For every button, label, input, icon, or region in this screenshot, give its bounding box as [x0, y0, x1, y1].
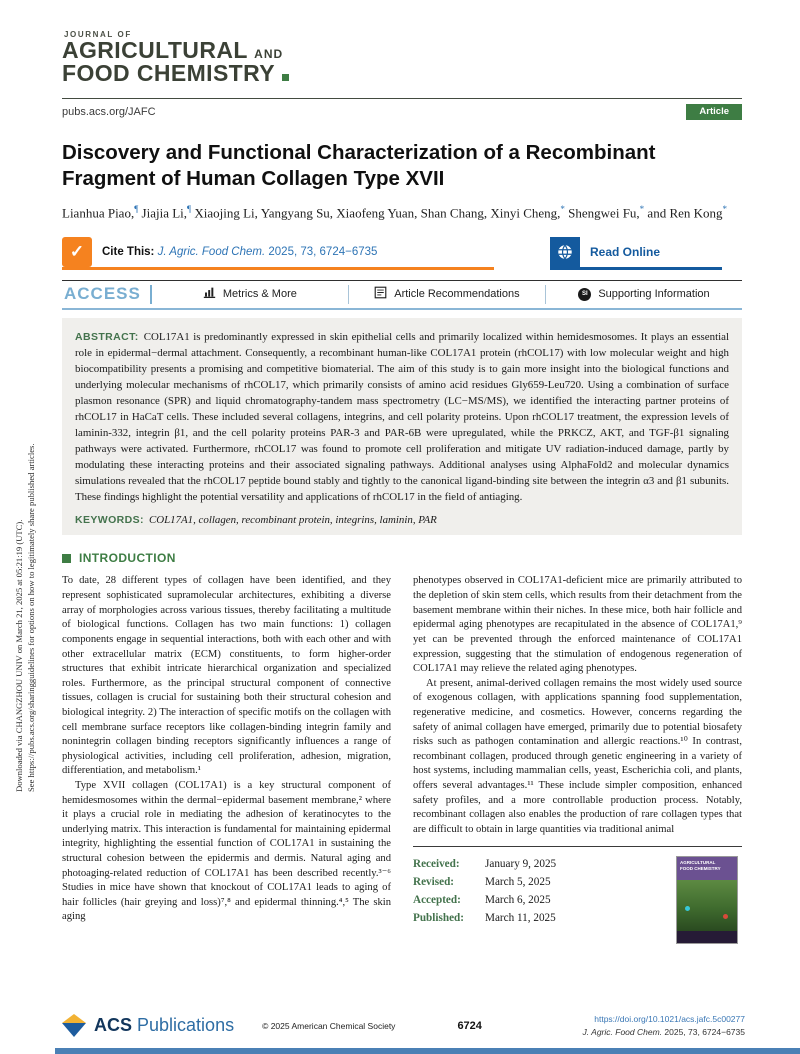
- received-label: Received:: [413, 858, 460, 871]
- published-row: [413, 910, 556, 928]
- acs-diamond-icon: [62, 1014, 86, 1037]
- author-list: [62, 203, 742, 223]
- keywords-list: COL17A1, collagen, recombinant protein, integrins, laminin, PAR: [148, 514, 437, 527]
- article-title: [62, 140, 742, 192]
- revised-row: [413, 874, 556, 892]
- cite-this-label: Cite This:: [102, 245, 155, 258]
- masthead-title-top: AGRICULTURAL: [62, 37, 248, 63]
- abstract-label: ABSTRACT:: [75, 330, 139, 343]
- author-name: Shan Chang,: [417, 204, 488, 220]
- accepted-row: [413, 892, 556, 910]
- introduction-title: INTRODUCTION: [79, 551, 176, 566]
- masthead-and: AND: [254, 47, 284, 61]
- keywords-line: [75, 514, 729, 526]
- author-affiliation-mark[interactable]: *: [639, 203, 645, 214]
- article-type-badge: Article: [686, 104, 742, 120]
- footer-citation-block: [583, 1013, 746, 1038]
- journal-cover-thumbnail: [676, 856, 738, 944]
- recommendations-label: Article Recommendations: [394, 288, 520, 301]
- introduction-body: [62, 574, 742, 944]
- author-name: Shengwei Fu,: [564, 204, 640, 220]
- cite-this-button[interactable]: [62, 237, 494, 270]
- journal-url-link[interactable]: pubs.acs.org/JAFC: [62, 105, 156, 118]
- diamond-bottom: [62, 1023, 86, 1037]
- cite-read-bar: [62, 237, 742, 270]
- footer-citation: [583, 1027, 746, 1037]
- footer-citation-rest: 2025, 73, 6724−6735: [662, 1026, 745, 1037]
- read-online-label: Read Online: [590, 244, 661, 259]
- document-icon: [374, 286, 387, 302]
- copyright-text: © 2025 American Chemical Society: [262, 1020, 396, 1031]
- page-number: 6724: [457, 1019, 482, 1032]
- author-name: Xiaojing Li,: [191, 204, 258, 220]
- cite-this-text: [102, 246, 377, 258]
- published-date: March 11, 2025: [485, 912, 556, 925]
- revised-label: Revised:: [413, 876, 455, 889]
- footer-citation-journal: J. Agric. Food Chem.: [582, 1026, 663, 1037]
- cover-footer: [677, 931, 737, 943]
- introduction-heading: [62, 551, 742, 565]
- author-name: Lianhua Piao,: [62, 204, 135, 220]
- diamond-top: [62, 1014, 86, 1023]
- metrics-label: Metrics & More: [222, 288, 297, 301]
- article-title-line2: Fragment of Human Collagen Type XVII: [62, 166, 445, 190]
- author-name: and Ren Kong: [644, 204, 723, 220]
- cite-journal-name: J. Agric. Food Chem.: [157, 245, 266, 258]
- acs-publications-logo: [62, 1014, 234, 1037]
- keywords-label: KEYWORDS:: [75, 514, 144, 527]
- author-name: Xiaofeng Yuan,: [333, 204, 418, 220]
- header-bar: [62, 99, 742, 124]
- published-label: Published:: [413, 912, 464, 925]
- accepted-date: March 6, 2025: [485, 894, 551, 907]
- cover-dot-cyan: [685, 906, 690, 911]
- abstract-text: [75, 329, 729, 506]
- cite-reference: 2025, 73, 6724−6735: [265, 245, 378, 258]
- author-affiliation-mark[interactable]: ¶: [134, 203, 139, 214]
- doi-link[interactable]: https://doi.org/10.1021/acs.jafc.5c00277: [594, 1014, 745, 1025]
- abstract-section: [62, 318, 742, 536]
- acs-publications-wordmark: [94, 1015, 234, 1036]
- masthead-square-icon: [282, 74, 289, 81]
- intro-paragraph: Type XVII collagen (COL17A1) is a key structural component of hemidesmosomes within the dermal−epidermal basement membrane,² where it plays a crucial role in mediating the adhesion of keratinocytes to the underlying matrix. This interaction is fundamental for maintaining epidermal integrity, highlighting the essential function of COL17A1 in sustaining the structural cohesion between the epidermis and dermis. Natural aging and photoaging-related reduction of COL17A1 has been described recently.³⁻⁶ Studies in mice have shown that knockout of COL17A1 leads to aging of hair follicles (hair greying and loss)⁷,⁸ and epidermal thinning.⁴,⁵ The skin aging: [62, 780, 391, 923]
- abstract-body: COL17A1 is predominantly expressed in skin epithelial cells and primarily localized within hemidesmosomes. It plays an essential role in epidermal−dermal attachment. Consequently, a recombinant human-like COL17A1 protein (rhCOL17) with low molecular weight and high biocompatibility presents a promising and competitive biomaterial. The aim of this study is to gain more insight into the biological functions and underlying molecular mechanisms of rhCOL17, which primarily consists of amino acid residues Gly659-Leu720. Using a combination of surface plasmon resonance (SPR) and liquid chromatography-tandem mass spectrometry (LC−MS/MS), we identified the interacting partner proteins of rhCOL17 in HaCaT cells. These included several collagens, integrins, and cell polarity proteins. Upon rhCOL17 treatment, the expression levels of laminin-332, integrin β1, and the cell polarity proteins PAR-3 and PAR-6B were upregulated, while the PRKCZ, AKT, and TGF-β1 signaling pathways were activated. Furthermore, rhCOL17 was found to promote cell proliferation and mitigate UV radiation-induced damage, partly by modulating these interacting proteins and their associated signaling pathways. Additional analyses using AlphaFold2 and molecular dynamics simulations revealed that the rhCOL17 peptide bound stably and tightly to the canonical ligand-binding site between the integrin α3 and β1 subunits. These findings highlight the potential versatility and applications of rhCOL17 in the field of antiaging.: [75, 330, 729, 504]
- cover-image: [677, 880, 737, 931]
- bottom-blue-bar: [55, 1048, 800, 1054]
- author-name: Jiajia Li,: [138, 204, 188, 220]
- access-link[interactable]: ACCESS: [64, 284, 141, 304]
- check-icon: ✓: [62, 237, 92, 267]
- globe-icon: [550, 237, 580, 267]
- masthead-kicker: JOURNAL OF: [64, 30, 132, 39]
- supporting-information-link[interactable]: [546, 281, 742, 308]
- download-watermark: [14, 267, 37, 792]
- author-name: Xinyi Cheng,: [487, 204, 561, 220]
- journal-masthead: [62, 0, 742, 86]
- author-name: Yangyang Su,: [257, 204, 334, 220]
- intro-paragraph: To date, 28 different types of collagen have been identified, and they represent sophisticated supramolecular architectures, exhibiting a diverse array of morphologies across various tissues, thereby facilitating a multitude of biological functions. Collagen has two main functions: 1) collagen components engage in sequential interactions, both with each other and with other extracellular matrix (ECM) constituents, to form higher-order structures that exhibit intricate hierarchical organization and specialized roles. Furthermore, as the principal structural component of connective tissues, collagen is crucial for sustaining both their structural cohesion and biological integrity. 2) The interaction of specific motifs on the collagen with cell membrane surface receptors like collagen-binding integrin family and nonintegrin collagen binding receptors significantly influences a range of physiological activities, including cell proliferation, adhesion, migration, differentiation, and metabolism.¹: [62, 575, 391, 777]
- author-affiliation-mark[interactable]: *: [560, 203, 565, 214]
- author-affiliation-mark[interactable]: *: [722, 203, 728, 214]
- revised-date: March 5, 2025: [485, 876, 551, 889]
- bar-chart-icon: [203, 286, 216, 302]
- article-title-line1: Discovery and Functional Characterization of a Recombinant: [62, 140, 656, 164]
- intro-paragraph: At present, animal-derived collagen remains the most widely used source of exogenous collagen, with applications spanning food supplementation, regenerative medicine, and cosmetics. However, concerns regarding the safety of animal collagen have emerged, primarily due to potential biosafety risks such as pathogen contamination and allergic reactions.¹⁰ In contrast, recombinant collagen, produced through genetic engineering in a variety of host systems, including mammalian cells, yeast, Escherichia coli, and plants, offers several advantages.¹¹ These include simpler composition, enhanced safety profiles, and a more controllable production process. Notably, recombinant collagen also enables the production of rare collagen types that are difficult to obtain in large quantities via traditional animal: [413, 677, 742, 835]
- acs-text: ACS: [94, 1015, 133, 1036]
- intro-paragraph: phenotypes observed in COL17A1-deficient mice are primarily attributed to the depletion of skin stem cells, which results from their detachment from the basement membrane within their niches. In these mice, both hair follicle and epidermal aging phenotypes are recapitulated in the absence of COL17A1,⁹ yet can be prevented through the enforced maintenance of COL17A1 expression, suggesting that the stimulation of endogenous regeneration of COL17A1 may relieve the related aging phenotypes.: [413, 575, 742, 675]
- masthead-line2: [62, 62, 742, 85]
- received-date: January 9, 2025: [485, 858, 557, 871]
- dates-block: [413, 846, 742, 944]
- cover-masthead: [677, 857, 737, 880]
- supporting-label: Supporting Information: [598, 288, 710, 301]
- masthead-line1: [62, 39, 742, 62]
- page-footer: [62, 1013, 745, 1038]
- cover-dot-red: [723, 914, 728, 919]
- dates-table: [413, 856, 556, 944]
- cover-title-line2: FOOD CHEMISTRY: [680, 866, 721, 872]
- intro-right-column: [413, 574, 742, 944]
- author-affiliation-mark[interactable]: ¶: [187, 203, 192, 214]
- si-icon: SI: [578, 288, 591, 301]
- publications-text: Publications: [137, 1015, 235, 1036]
- intro-right-text: [413, 574, 742, 837]
- accepted-label: Accepted:: [413, 894, 461, 907]
- cover-title-line1: AGRICULTURAL: [680, 860, 716, 866]
- metrics-and-more-link[interactable]: [152, 281, 348, 308]
- masthead-title-bottom: FOOD CHEMISTRY: [62, 60, 276, 87]
- intro-left-column: [62, 574, 391, 944]
- watermark-line2: See https://pubs.acs.org/sharingguidelines for options on how to legitimately share published articles.: [25, 443, 36, 792]
- section-square-icon: [62, 554, 71, 563]
- article-recommendations-link[interactable]: [349, 281, 545, 308]
- read-online-button[interactable]: [550, 237, 722, 270]
- access-bar: [62, 280, 742, 310]
- received-row: [413, 856, 556, 874]
- watermark-line1: Downloaded via CHANGZHOU UNIV on March 21, 2025 at 05:21:19 (UTC).: [14, 519, 24, 792]
